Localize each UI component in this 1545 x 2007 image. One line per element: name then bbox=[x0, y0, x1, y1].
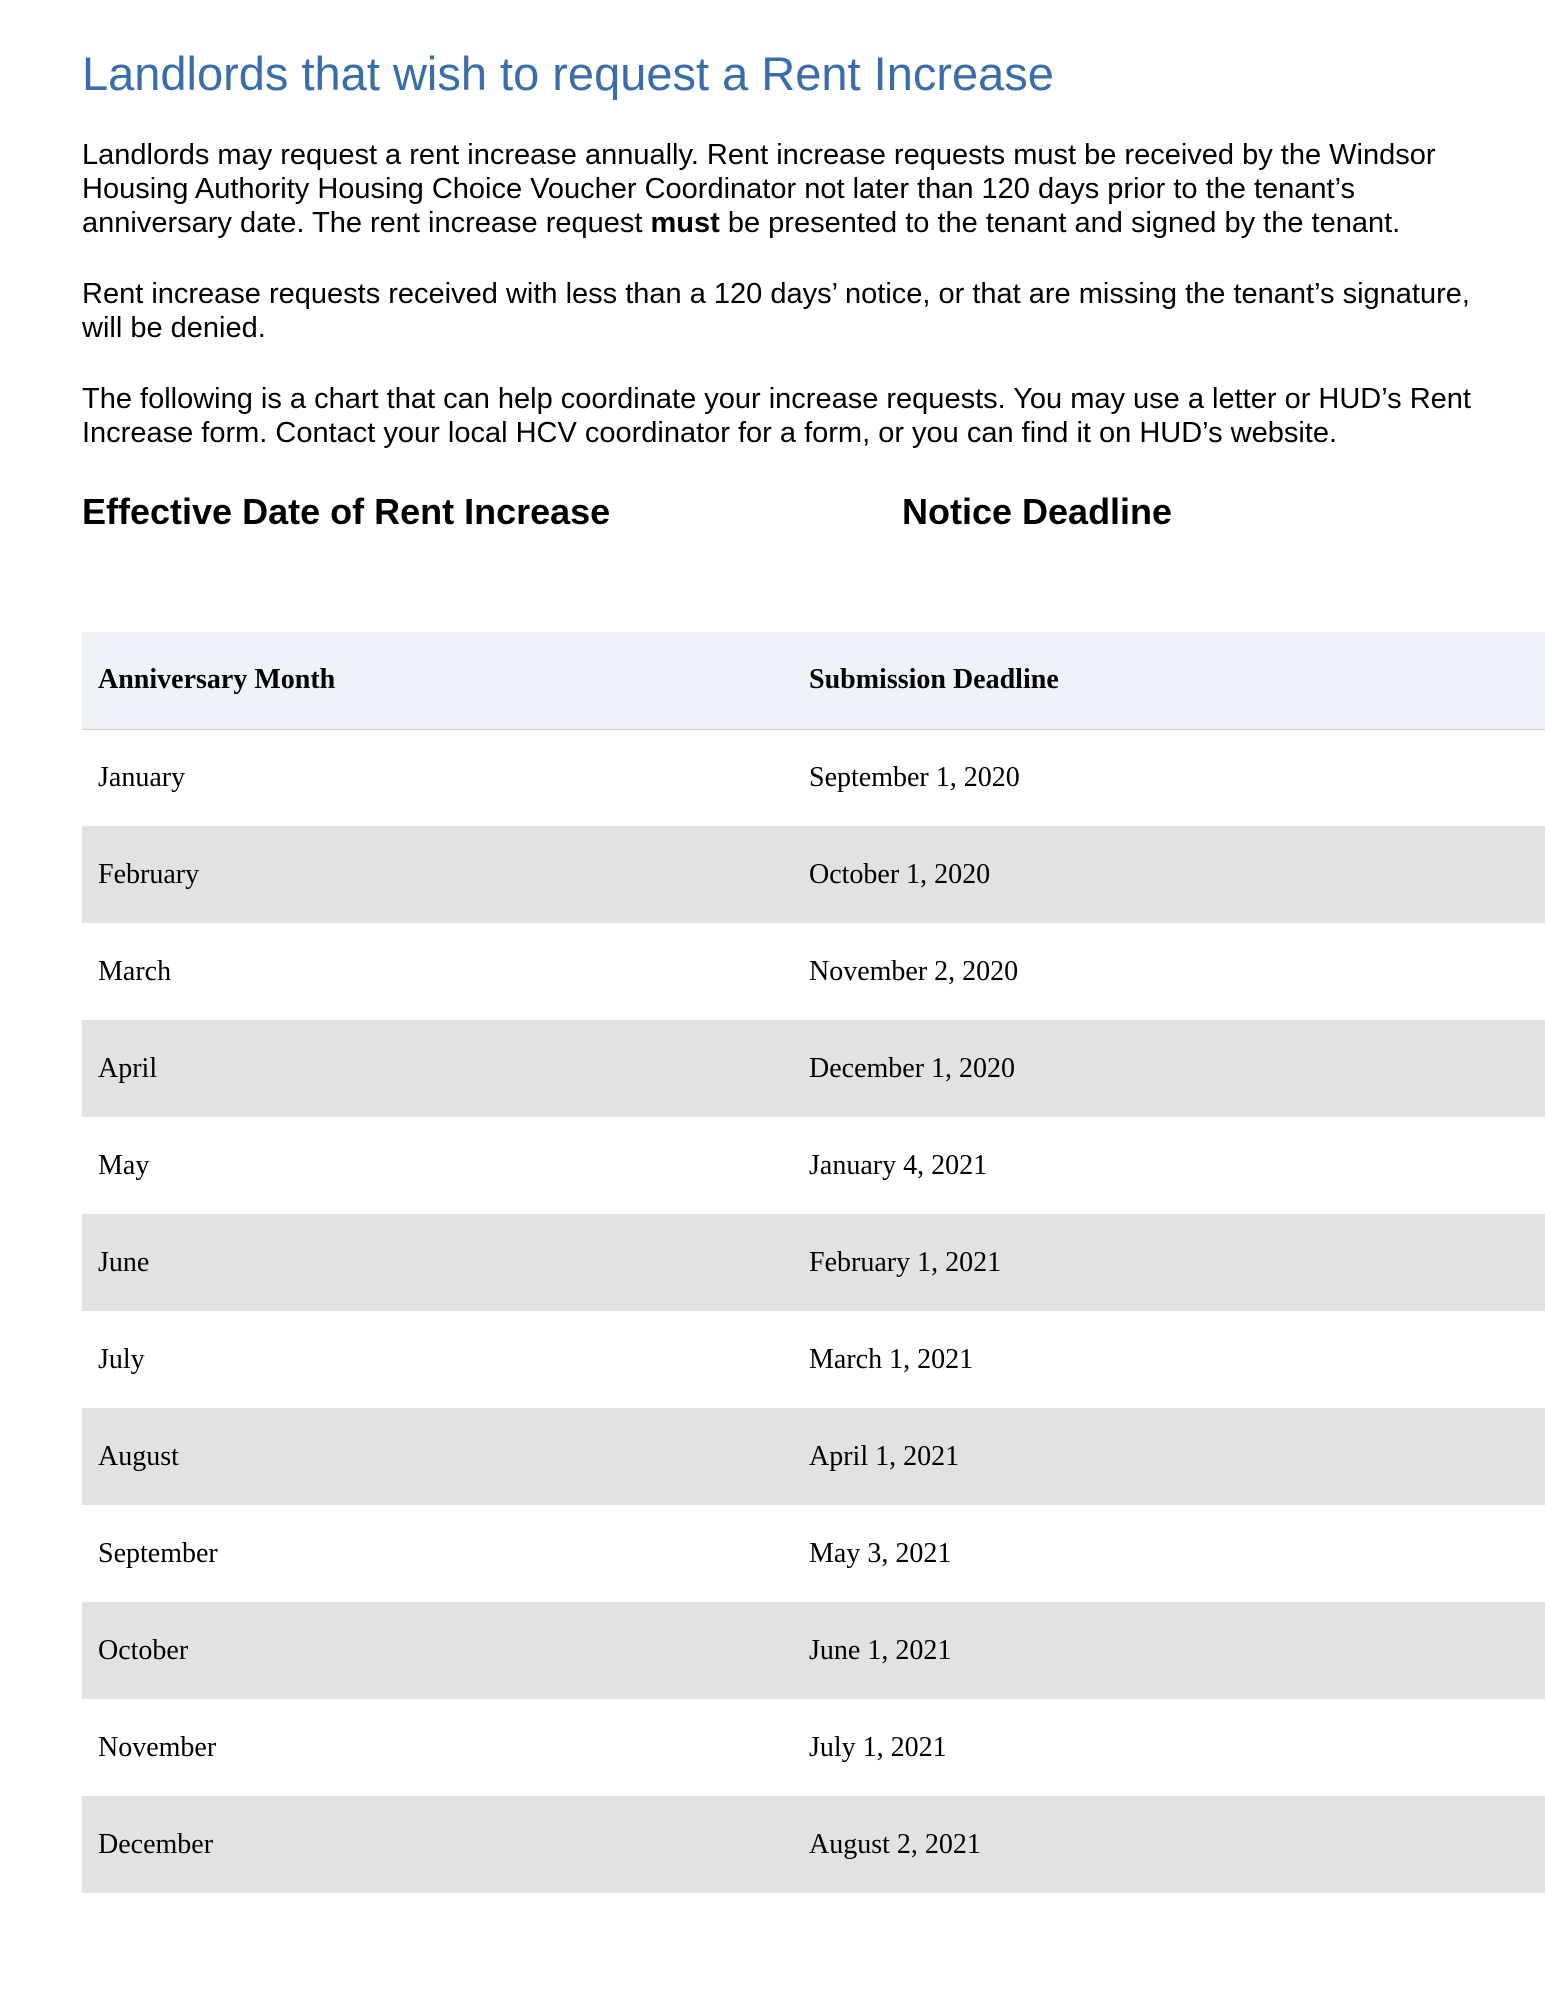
table-row bbox=[82, 729, 1545, 826]
month-cell: June bbox=[82, 1214, 793, 1311]
deadline-cell: December 1, 2020 bbox=[793, 1020, 1545, 1117]
deadline-cell: March 1, 2021 bbox=[793, 1311, 1545, 1408]
intro-emphasis: must bbox=[650, 207, 720, 239]
deadline-cell: October 1, 2020 bbox=[793, 826, 1545, 923]
deadline-cell: April 1, 2021 bbox=[793, 1408, 1545, 1505]
table-row bbox=[82, 826, 1545, 923]
month-cell: October bbox=[82, 1602, 793, 1699]
table-row bbox=[82, 1311, 1545, 1408]
table-row bbox=[82, 1602, 1545, 1699]
month-cell: November bbox=[82, 1699, 793, 1796]
intro-text-start: Landlords may request a rent increase annually. Rent increase requests must be received by the Windsor Housing Authority Housing Choice Voucher Coordinator not later than 120 days prior to the tenant’s anniversary date. The rent increase request bbox=[82, 139, 1436, 239]
anniversary-month-header: Anniversary Month bbox=[82, 632, 793, 729]
deadline-table bbox=[82, 632, 1545, 1893]
column-headings bbox=[82, 488, 1545, 536]
intro-text-end: be presented to the tenant and signed by the tenant. bbox=[719, 207, 1401, 239]
deadline-cell: January 4, 2021 bbox=[793, 1117, 1545, 1214]
table-header-row bbox=[82, 632, 1545, 729]
deadline-cell: November 2, 2020 bbox=[793, 923, 1545, 1020]
table-row bbox=[82, 1796, 1545, 1893]
month-cell: April bbox=[82, 1020, 793, 1117]
deadline-cell: June 1, 2021 bbox=[793, 1602, 1545, 1699]
deadline-cell: May 3, 2021 bbox=[793, 1505, 1545, 1602]
notice-deadline-heading: Notice Deadline bbox=[902, 491, 1173, 532]
table-row bbox=[82, 1699, 1545, 1796]
table-row bbox=[82, 1020, 1545, 1117]
intro-paragraph bbox=[82, 138, 1482, 240]
deadline-cell: July 1, 2021 bbox=[793, 1699, 1545, 1796]
table-row bbox=[82, 923, 1545, 1020]
month-cell: July bbox=[82, 1311, 793, 1408]
submission-deadline-header: Submission Deadline bbox=[793, 632, 1545, 729]
table-row bbox=[82, 1117, 1545, 1214]
denial-paragraph: Rent increase requests received with less than a 120 days’ notice, or that are missing the tenant’s signature, will be denied. bbox=[82, 278, 1470, 344]
month-cell: February bbox=[82, 826, 793, 923]
month-cell: September bbox=[82, 1505, 793, 1602]
month-cell: March bbox=[82, 923, 793, 1020]
deadline-cell: August 2, 2021 bbox=[793, 1796, 1545, 1893]
effective-date-heading: Effective Date of Rent Increase bbox=[82, 491, 611, 532]
document-page bbox=[82, 44, 1545, 1860]
table-row bbox=[82, 1408, 1545, 1505]
month-cell: December bbox=[82, 1796, 793, 1893]
chart-paragraph: The following is a chart that can help coordinate your increase requests. You may use a letter or HUD’s Rent Increase form. Contact your local HCV coordinator for a form, or you can find it on HUD’s website. bbox=[82, 383, 1471, 449]
table-row bbox=[82, 1214, 1545, 1311]
deadline-cell: February 1, 2021 bbox=[793, 1214, 1545, 1311]
page-title: Landlords that wish to request a Rent Increase bbox=[82, 47, 1054, 100]
table-row bbox=[82, 1505, 1545, 1602]
month-cell: August bbox=[82, 1408, 793, 1505]
deadline-cell: September 1, 2020 bbox=[793, 729, 1545, 826]
month-cell: May bbox=[82, 1117, 793, 1214]
month-cell: January bbox=[82, 729, 793, 826]
